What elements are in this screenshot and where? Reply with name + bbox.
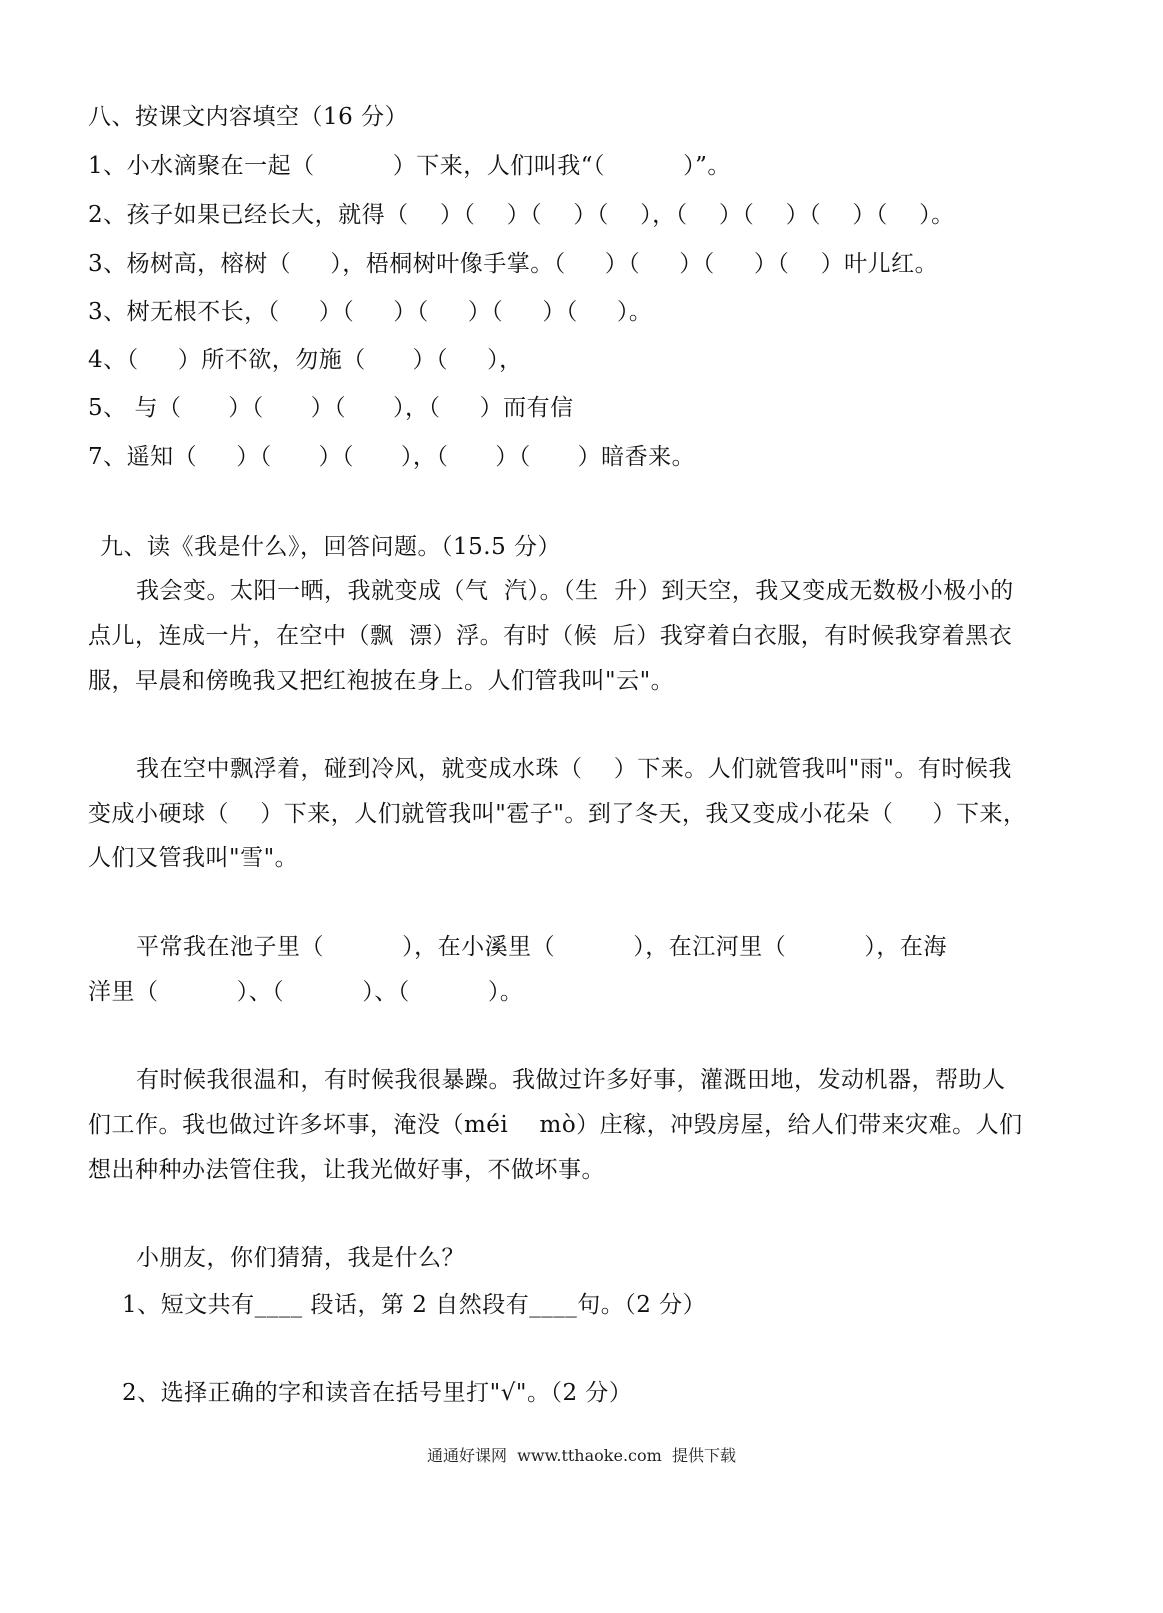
passage-p1-line3: 服，早晨和傍晚我又把红袍披在身上。人们管我叫"云"。 — [88, 668, 675, 694]
section8-item-5: 4、（ ）所不欲，勿施（ ）（ ）， — [88, 347, 523, 373]
section8-item-6: 5、 与（ ）（ ）（ ），（ ）而有信 — [88, 395, 574, 421]
section8-item-4: 3、树无根不长，（ ）（ ）（ ）（ ）（ ）。 — [88, 299, 653, 325]
passage-p2-line3: 人们又管我叫"雪"。 — [88, 845, 299, 871]
section8-item-7: 7、遥知（ ）（ ）（ ），（ ）（ ）暗香来。 — [88, 444, 696, 470]
passage-p2-line2: 变成小硬球（ ）下来，人们就管我叫"雹子"。到了冬天，我又变成小花朵（ ）下来， — [88, 801, 1027, 827]
passage-p1-line2: 点儿，连成一片，在空中（飘 漂）浮。有时（候 后）我穿着白衣服，有时候我穿着黑衣 — [88, 623, 1013, 649]
passage-p3-line2: 洋里（ ）、（ ）、（ ）。 — [88, 979, 524, 1005]
passage-p4-line3: 想出种种办法管住我，让我光做好事，不做坏事。 — [88, 1157, 605, 1183]
passage-p4-line1: 有时候我很温和，有时候我很暴躁。我做过许多好事，灌溉田地，发动机器，帮助人 — [136, 1067, 1006, 1093]
passage-p3-line1: 平常我在池子里（ ），在小溪里（ ），在江河里（ ），在海 — [136, 934, 947, 960]
section8-item-2: 2、孩子如果已经长大，就得（ ）（ ）（ ）（ ），（ ）（ ）（ ）（ ）。 — [88, 202, 955, 228]
section9-title: 九、读《我是什么》，回答问题。（15.5 分） — [100, 534, 562, 560]
section8-title: 八、按课文内容填空（16 分） — [88, 104, 409, 130]
page-footer: 通通好课网 www.tthaoke.com 提供下载 — [427, 1446, 736, 1465]
section8-item-3: 3、杨树高，榕树（ ），梧桐树叶像手掌。（ ）（ ）（ ）（ ）叶儿红。 — [88, 251, 939, 277]
question-2: 2、选择正确的字和读音在括号里打"√"。（2 分） — [122, 1380, 633, 1406]
passage-p5: 小朋友，你们猜猜，我是什么？ — [136, 1245, 465, 1271]
passage-p4-line2: 们工作。我也做过许多坏事，淹没（méi mò）庄稼，冲毁房屋，给人们带来灾难。人们 — [88, 1112, 1023, 1138]
section8-item-1: 1、小水滴聚在一起（ ）下来，人们叫我“（ ）”。 — [88, 153, 731, 179]
passage-p1-line1: 我会变。太阳一晒，我就变成（气 汽）。（生 升）到天空，我又变成无数极小极小的 — [136, 578, 1014, 604]
passage-p2-line1: 我在空中飘浮着，碰到冷风，就变成水珠（ ）下来。人们就管我叫"雨"。有时候我 — [136, 756, 1012, 782]
question-1: 1、短文共有____ 段话，第 2 自然段有____句。（2 分） — [122, 1292, 707, 1318]
